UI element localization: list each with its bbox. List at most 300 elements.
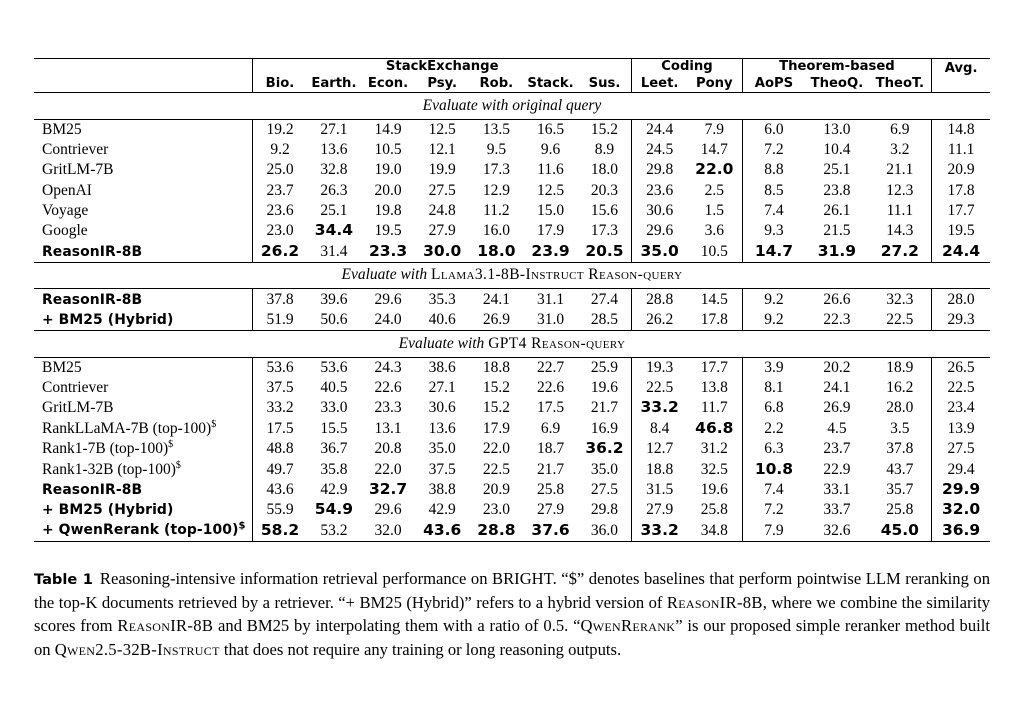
value-cell: 43.7	[869, 459, 932, 479]
value-cell: 53.6	[320, 358, 348, 376]
value-cell: 17.3	[482, 161, 510, 179]
value-cell: 26.9	[823, 399, 851, 417]
value-cell: 25.1	[823, 161, 851, 179]
caption-text: that does not require any training or long reasoning outputs.	[219, 640, 622, 660]
value-cell: 28.5	[578, 310, 632, 331]
value-cell: 21.7	[536, 460, 565, 478]
value-cell: 20.8	[374, 440, 402, 458]
value-cell: 20.5	[578, 242, 632, 263]
table-row	[34, 480, 990, 500]
value-cell: 15.2	[578, 119, 632, 140]
value-cell: 42.9	[320, 480, 348, 498]
value-cell: 22.5	[482, 460, 510, 478]
row-label: ReasonIR-8B	[34, 242, 253, 263]
value-cell: 11.1	[947, 141, 975, 159]
column-header-theot: TheoT.	[869, 76, 932, 93]
dollar-superscript: $	[238, 520, 246, 532]
value-cell: 19.3	[646, 358, 674, 376]
value-cell: 29.6	[646, 222, 674, 240]
value-cell: 8.8	[764, 161, 784, 179]
row-label: Voyage	[34, 201, 253, 221]
value-cell: 35.7	[869, 480, 932, 500]
value-cell: 18.8	[482, 358, 510, 376]
value-cell: 36.2	[578, 439, 632, 459]
row-label: BM25	[34, 119, 253, 140]
value-cell: 7.2	[764, 501, 784, 519]
value-cell: 20.3	[578, 181, 632, 201]
row-label: Rank1-32B (top-100)$	[34, 459, 253, 479]
value-cell: 11.2	[483, 202, 510, 220]
value-cell: 9.5	[486, 141, 507, 159]
value-cell: 40.5	[320, 379, 348, 397]
value-cell: 12.1	[428, 141, 456, 159]
section-body-1	[34, 289, 990, 331]
table-row	[34, 119, 990, 140]
section-title-smallcaps-text: Llama3.1-8B-Instruct Reason-query	[431, 266, 683, 284]
value-cell: 13.9	[947, 419, 975, 437]
column-header-leet: Leet.	[640, 75, 679, 91]
value-cell: 17.9	[482, 419, 510, 437]
caption-text: ” is our proposed simple reranker method built on	[34, 616, 990, 660]
value-cell: 13.8	[687, 378, 742, 398]
table-row	[34, 439, 990, 459]
value-cell: 7.9	[687, 119, 742, 140]
value-cell: 16.2	[869, 378, 932, 398]
section-body-0	[34, 119, 990, 262]
value-cell: 51.9	[266, 310, 294, 328]
value-cell: 39.6	[320, 290, 348, 308]
column-header-pony: Pony	[687, 76, 742, 93]
value-cell: 21.1	[869, 160, 932, 180]
value-cell: 10.4	[823, 141, 851, 159]
section-title-italic-text: Evaluate with	[341, 266, 432, 284]
value-cell: 7.2	[764, 141, 784, 159]
caption-table-number: Table 1	[34, 570, 93, 588]
section-body-2	[34, 357, 990, 541]
value-cell: 19.5	[947, 222, 975, 240]
value-cell: 22.6	[374, 379, 402, 397]
value-cell: 33.0	[320, 399, 348, 417]
value-cell: 11.7	[687, 398, 742, 418]
value-cell: 6.9	[869, 119, 932, 140]
value-cell: 9.2	[270, 141, 290, 159]
value-cell: 2.2	[764, 419, 784, 437]
value-cell: 3.5	[869, 419, 932, 439]
value-cell: 22.7	[536, 358, 565, 376]
value-cell: 6.8	[764, 399, 784, 417]
value-cell: 23.3	[374, 399, 402, 417]
value-cell: 1.5	[687, 201, 742, 221]
value-cell: 26.2	[260, 241, 300, 260]
table-row	[34, 398, 990, 418]
value-cell: 33.1	[823, 480, 851, 498]
table-row	[34, 500, 990, 520]
value-cell: 15.5	[320, 419, 348, 437]
value-cell: 42.9	[428, 501, 456, 519]
value-cell: 6.9	[540, 419, 561, 437]
value-cell: 19.9	[428, 161, 456, 179]
value-cell: 23.4	[947, 399, 975, 417]
value-cell: 19.6	[578, 378, 632, 398]
value-cell: 22.5	[869, 310, 932, 331]
table-row	[34, 419, 990, 439]
value-cell: 23.3	[368, 241, 408, 260]
value-cell: 17.9	[536, 222, 565, 240]
value-cell: 37.5	[428, 460, 456, 478]
value-cell: 15.2	[482, 399, 510, 417]
value-cell: 31.5	[646, 480, 674, 498]
value-cell: 29.8	[578, 500, 632, 520]
column-header-sus: Sus.	[578, 76, 632, 93]
row-label: GritLM-7B	[34, 160, 253, 180]
value-cell: 32.0	[374, 521, 402, 539]
table-row	[34, 520, 990, 541]
caption-text: Reasoning-intensive information retrieval performance on BRIGHT. “$” denotes baselines that perform pointwise LLM reranking on the top-K documents retrieved by a retriever. “+ BM25 (Hybrid)” refers to a hybrid version of	[34, 568, 991, 612]
value-cell: 32.7	[368, 479, 408, 498]
value-cell: 11.1	[869, 201, 932, 221]
caption-smallcaps-text: QwenRerank	[580, 616, 676, 636]
value-cell: 32.5	[687, 459, 742, 479]
value-cell: 37.5	[266, 379, 294, 397]
caption-smallcaps-text: Qwen2.5-32B-Instruct	[54, 640, 220, 660]
value-cell: 35.0	[428, 440, 456, 458]
value-cell: 22.0	[687, 160, 742, 180]
group-header-coding: Coding	[632, 59, 742, 76]
value-cell: 24.1	[482, 290, 510, 308]
dollar-superscript: $	[168, 439, 174, 450]
value-cell: 30.0	[423, 241, 462, 260]
value-cell: 23.0	[482, 501, 510, 519]
row-label: BM25	[34, 357, 253, 378]
value-cell: 29.3	[947, 310, 975, 328]
value-cell: 28.8	[646, 290, 674, 308]
value-cell: 40.6	[428, 310, 456, 328]
value-cell: 13.5	[482, 120, 510, 138]
value-cell: 33.2	[640, 398, 679, 417]
value-cell: 34.4	[314, 221, 354, 240]
value-cell: 12.5	[536, 181, 565, 199]
table-row	[34, 378, 990, 398]
value-cell: 14.5	[687, 289, 742, 310]
value-cell: 26.5	[947, 358, 975, 376]
value-cell: 38.8	[428, 480, 456, 498]
row-label: + BM25 (Hybrid)	[34, 500, 253, 520]
row-label: Rank1-7B (top-100)$	[34, 439, 253, 459]
value-cell: 27.5	[578, 480, 632, 500]
value-cell: 30.6	[646, 202, 674, 220]
value-cell: 17.5	[266, 419, 294, 437]
value-cell: 15.6	[578, 201, 632, 221]
value-cell: 13.0	[823, 120, 851, 138]
value-cell: 25.1	[320, 202, 348, 220]
value-cell: 53.2	[320, 521, 348, 539]
value-cell: 26.3	[320, 181, 348, 199]
value-cell: 8.5	[764, 181, 784, 199]
value-cell: 27.1	[428, 379, 456, 397]
group-header-stackexchange: StackExchange	[253, 59, 632, 76]
value-cell: 38.6	[428, 358, 456, 376]
value-cell: 21.7	[578, 398, 632, 418]
value-cell: 27.9	[428, 222, 456, 240]
value-cell: 34.8	[687, 520, 742, 541]
value-cell: 22.6	[536, 379, 565, 397]
value-cell: 37.8	[266, 290, 294, 308]
group-header-row	[34, 59, 990, 76]
value-cell: 29.6	[374, 290, 402, 308]
section-title-row	[34, 331, 990, 358]
value-cell: 25.9	[578, 357, 632, 378]
value-cell: 8.1	[764, 379, 784, 397]
row-label: GritLM-7B	[34, 398, 253, 418]
value-cell: 3.2	[869, 140, 932, 160]
value-cell: 12.9	[482, 181, 510, 199]
value-cell: 2.5	[687, 181, 742, 201]
value-cell: 12.7	[646, 440, 674, 458]
value-cell: 28.0	[869, 398, 932, 418]
value-cell: 9.2	[764, 290, 784, 308]
row-label: Contriever	[34, 378, 253, 398]
value-cell: 29.6	[374, 501, 402, 519]
value-cell: 27.5	[947, 440, 975, 458]
value-cell: 14.7	[687, 140, 742, 160]
section-title-row	[34, 93, 990, 120]
value-cell: 50.6	[320, 310, 348, 328]
row-label: ReasonIR-8B	[34, 480, 253, 500]
caption-smallcaps-text: ReasonIR-8B	[666, 592, 763, 612]
value-cell: 36.0	[578, 520, 632, 541]
value-cell: 18.9	[869, 357, 932, 378]
value-cell: 16.5	[536, 120, 565, 138]
value-cell: 24.0	[374, 310, 402, 328]
table-row	[34, 201, 990, 221]
table-row	[34, 242, 990, 263]
value-cell: 28.8	[477, 520, 516, 539]
value-cell: 11.6	[537, 161, 564, 179]
value-cell: 20.0	[374, 181, 402, 199]
value-cell: 31.2	[687, 439, 742, 459]
value-cell: 18.7	[536, 440, 565, 458]
value-cell: 46.8	[687, 419, 742, 439]
value-cell: 36.7	[320, 440, 348, 458]
value-cell: 14.8	[947, 120, 975, 138]
value-cell: 22.0	[374, 460, 402, 478]
value-cell: 33.7	[823, 501, 851, 519]
value-cell: 4.5	[827, 419, 847, 437]
section-title-smallcaps-text: GPT4 Reason-query	[488, 334, 626, 352]
value-cell: 10.5	[374, 141, 402, 159]
value-cell: 19.0	[374, 161, 402, 179]
table-row	[34, 289, 990, 310]
value-cell: 22.0	[482, 440, 510, 458]
section-title-row	[34, 262, 990, 289]
value-cell: 12.5	[428, 120, 456, 138]
caption-smallcaps-text: ReasonIR-8B	[117, 616, 214, 636]
value-cell: 19.6	[687, 480, 742, 500]
value-cell: 24.8	[428, 202, 456, 220]
value-cell: 17.8	[947, 181, 975, 199]
value-cell: 54.9	[314, 500, 354, 519]
value-cell: 37.6	[531, 520, 570, 539]
value-cell: 25.8	[536, 480, 565, 498]
value-cell: 58.2	[260, 520, 300, 539]
value-cell: 9.6	[540, 141, 561, 159]
corner-cell	[34, 59, 253, 93]
value-cell: 33.2	[640, 520, 679, 539]
value-cell: 18.8	[646, 460, 674, 478]
row-label: RankLLaMA-7B (top-100)$	[34, 419, 253, 439]
value-cell: 37.8	[869, 439, 932, 459]
value-cell: 23.7	[266, 181, 294, 199]
value-cell: 53.6	[266, 358, 294, 376]
row-label: + BM25 (Hybrid)	[34, 310, 253, 331]
value-cell: 29.4	[947, 460, 975, 478]
row-label: OpenAI	[34, 181, 253, 201]
value-cell: 6.3	[764, 440, 784, 458]
value-cell: 31.4	[320, 242, 348, 260]
value-cell: 27.9	[536, 501, 565, 519]
value-cell: 22.5	[947, 379, 975, 397]
caption-text: and BM25 by interpolating them with a ratio of 0.5. “	[213, 616, 581, 636]
table-row	[34, 221, 990, 241]
value-cell: 8.9	[578, 140, 632, 160]
caption-text: , where we combine the similarity scores from	[34, 592, 990, 636]
value-cell: 45.0	[869, 520, 932, 541]
row-label: Google	[34, 221, 253, 241]
table-row	[34, 140, 990, 160]
value-cell: 6.0	[764, 120, 784, 138]
value-cell: 14.9	[374, 120, 402, 138]
table-row	[34, 160, 990, 180]
value-cell: 17.8	[687, 310, 742, 331]
column-header-avg: Avg.	[944, 61, 978, 76]
value-cell: 29.9	[941, 479, 981, 498]
value-cell: 43.6	[423, 520, 462, 539]
value-cell: 18.0	[477, 241, 516, 260]
column-header-bio: Bio.	[265, 75, 295, 91]
value-cell: 24.4	[941, 241, 981, 260]
value-cell: 23.8	[823, 181, 851, 199]
table-caption	[34, 567, 990, 663]
value-cell: 10.8	[754, 459, 794, 478]
value-cell: 43.6	[266, 480, 294, 498]
dollar-superscript: $	[175, 459, 181, 471]
value-cell: 27.5	[428, 181, 456, 199]
column-header-theoq: TheoQ.	[810, 75, 864, 91]
value-cell: 36.9	[941, 520, 981, 539]
value-cell: 29.8	[646, 161, 674, 179]
value-cell: 35.0	[578, 459, 632, 479]
column-header-stack: Stack.	[527, 75, 574, 91]
value-cell: 25.8	[687, 500, 742, 520]
value-cell: 35.8	[320, 460, 348, 478]
value-cell: 30.6	[428, 399, 456, 417]
value-cell: 24.1	[823, 379, 851, 397]
column-header-earth: Earth.	[311, 75, 357, 91]
value-cell: 17.7	[947, 202, 975, 220]
value-cell: 20.9	[482, 480, 510, 498]
value-cell: 15.0	[536, 202, 565, 220]
value-cell: 3.6	[687, 221, 742, 241]
value-cell: 8.4	[649, 419, 670, 437]
value-cell: 26.9	[482, 310, 510, 328]
value-cell: 32.8	[320, 161, 348, 179]
value-cell: 24.5	[646, 141, 674, 159]
value-cell: 35.0	[640, 241, 679, 260]
value-cell: 55.9	[266, 501, 294, 519]
value-cell: 18.0	[578, 160, 632, 180]
value-cell: 22.5	[646, 379, 674, 397]
value-cell: 20.2	[823, 358, 851, 376]
value-cell: 17.3	[578, 221, 632, 241]
value-cell: 19.8	[374, 202, 402, 220]
value-cell: 31.1	[536, 290, 565, 308]
section-title-italic-text: Evaluate with original query	[422, 96, 602, 114]
value-cell: 32.0	[941, 500, 981, 519]
value-cell: 49.7	[266, 460, 294, 478]
value-cell: 13.1	[374, 419, 402, 437]
value-cell: 23.6	[646, 181, 674, 199]
value-cell: 26.1	[823, 202, 851, 220]
value-cell: 23.7	[823, 440, 851, 458]
value-cell: 21.5	[823, 222, 851, 240]
value-cell: 28.0	[947, 290, 975, 308]
value-cell: 26.2	[646, 310, 674, 328]
value-cell: 27.9	[646, 501, 674, 519]
table-row	[34, 357, 990, 378]
value-cell: 16.9	[578, 419, 632, 439]
value-cell: 24.4	[646, 120, 674, 138]
table-row	[34, 310, 990, 331]
value-cell: 13.6	[428, 419, 456, 437]
value-cell: 19.2	[266, 120, 294, 138]
value-cell: 26.6	[823, 290, 851, 308]
value-cell: 7.9	[764, 521, 784, 539]
value-cell: 31.0	[536, 310, 565, 328]
value-cell: 24.3	[374, 358, 402, 376]
value-cell: 25.8	[869, 500, 932, 520]
value-cell: 20.9	[947, 161, 975, 179]
value-cell: 10.5	[687, 242, 742, 263]
column-header-psy: Psy.	[427, 75, 458, 91]
row-label: Contriever	[34, 140, 253, 160]
value-cell: 23.9	[531, 241, 570, 260]
value-cell: 9.3	[764, 222, 784, 240]
value-cell: 19.5	[374, 222, 402, 240]
row-label: ReasonIR-8B	[34, 289, 253, 310]
value-cell: 13.6	[320, 141, 348, 159]
value-cell: 48.8	[266, 440, 294, 458]
value-cell: 9.2	[764, 310, 784, 328]
value-cell: 32.6	[823, 521, 851, 539]
value-cell: 16.0	[482, 222, 510, 240]
value-cell: 14.7	[754, 241, 794, 260]
value-cell: 33.2	[266, 399, 294, 417]
value-cell: 7.4	[764, 480, 784, 498]
value-cell: 27.2	[869, 242, 932, 263]
value-cell: 25.0	[266, 161, 294, 179]
table-row	[34, 181, 990, 201]
value-cell: 22.9	[823, 460, 851, 478]
value-cell: 12.3	[869, 181, 932, 201]
dollar-superscript: $	[211, 418, 217, 430]
value-cell: 14.3	[869, 221, 932, 241]
group-header-theorem-based: Theorem-based	[742, 59, 932, 76]
section-title	[34, 262, 990, 289]
value-cell: 7.4	[764, 202, 784, 220]
column-header-rob: Rob.	[479, 75, 514, 91]
value-cell: 17.7	[687, 357, 742, 378]
section-title	[34, 331, 990, 358]
